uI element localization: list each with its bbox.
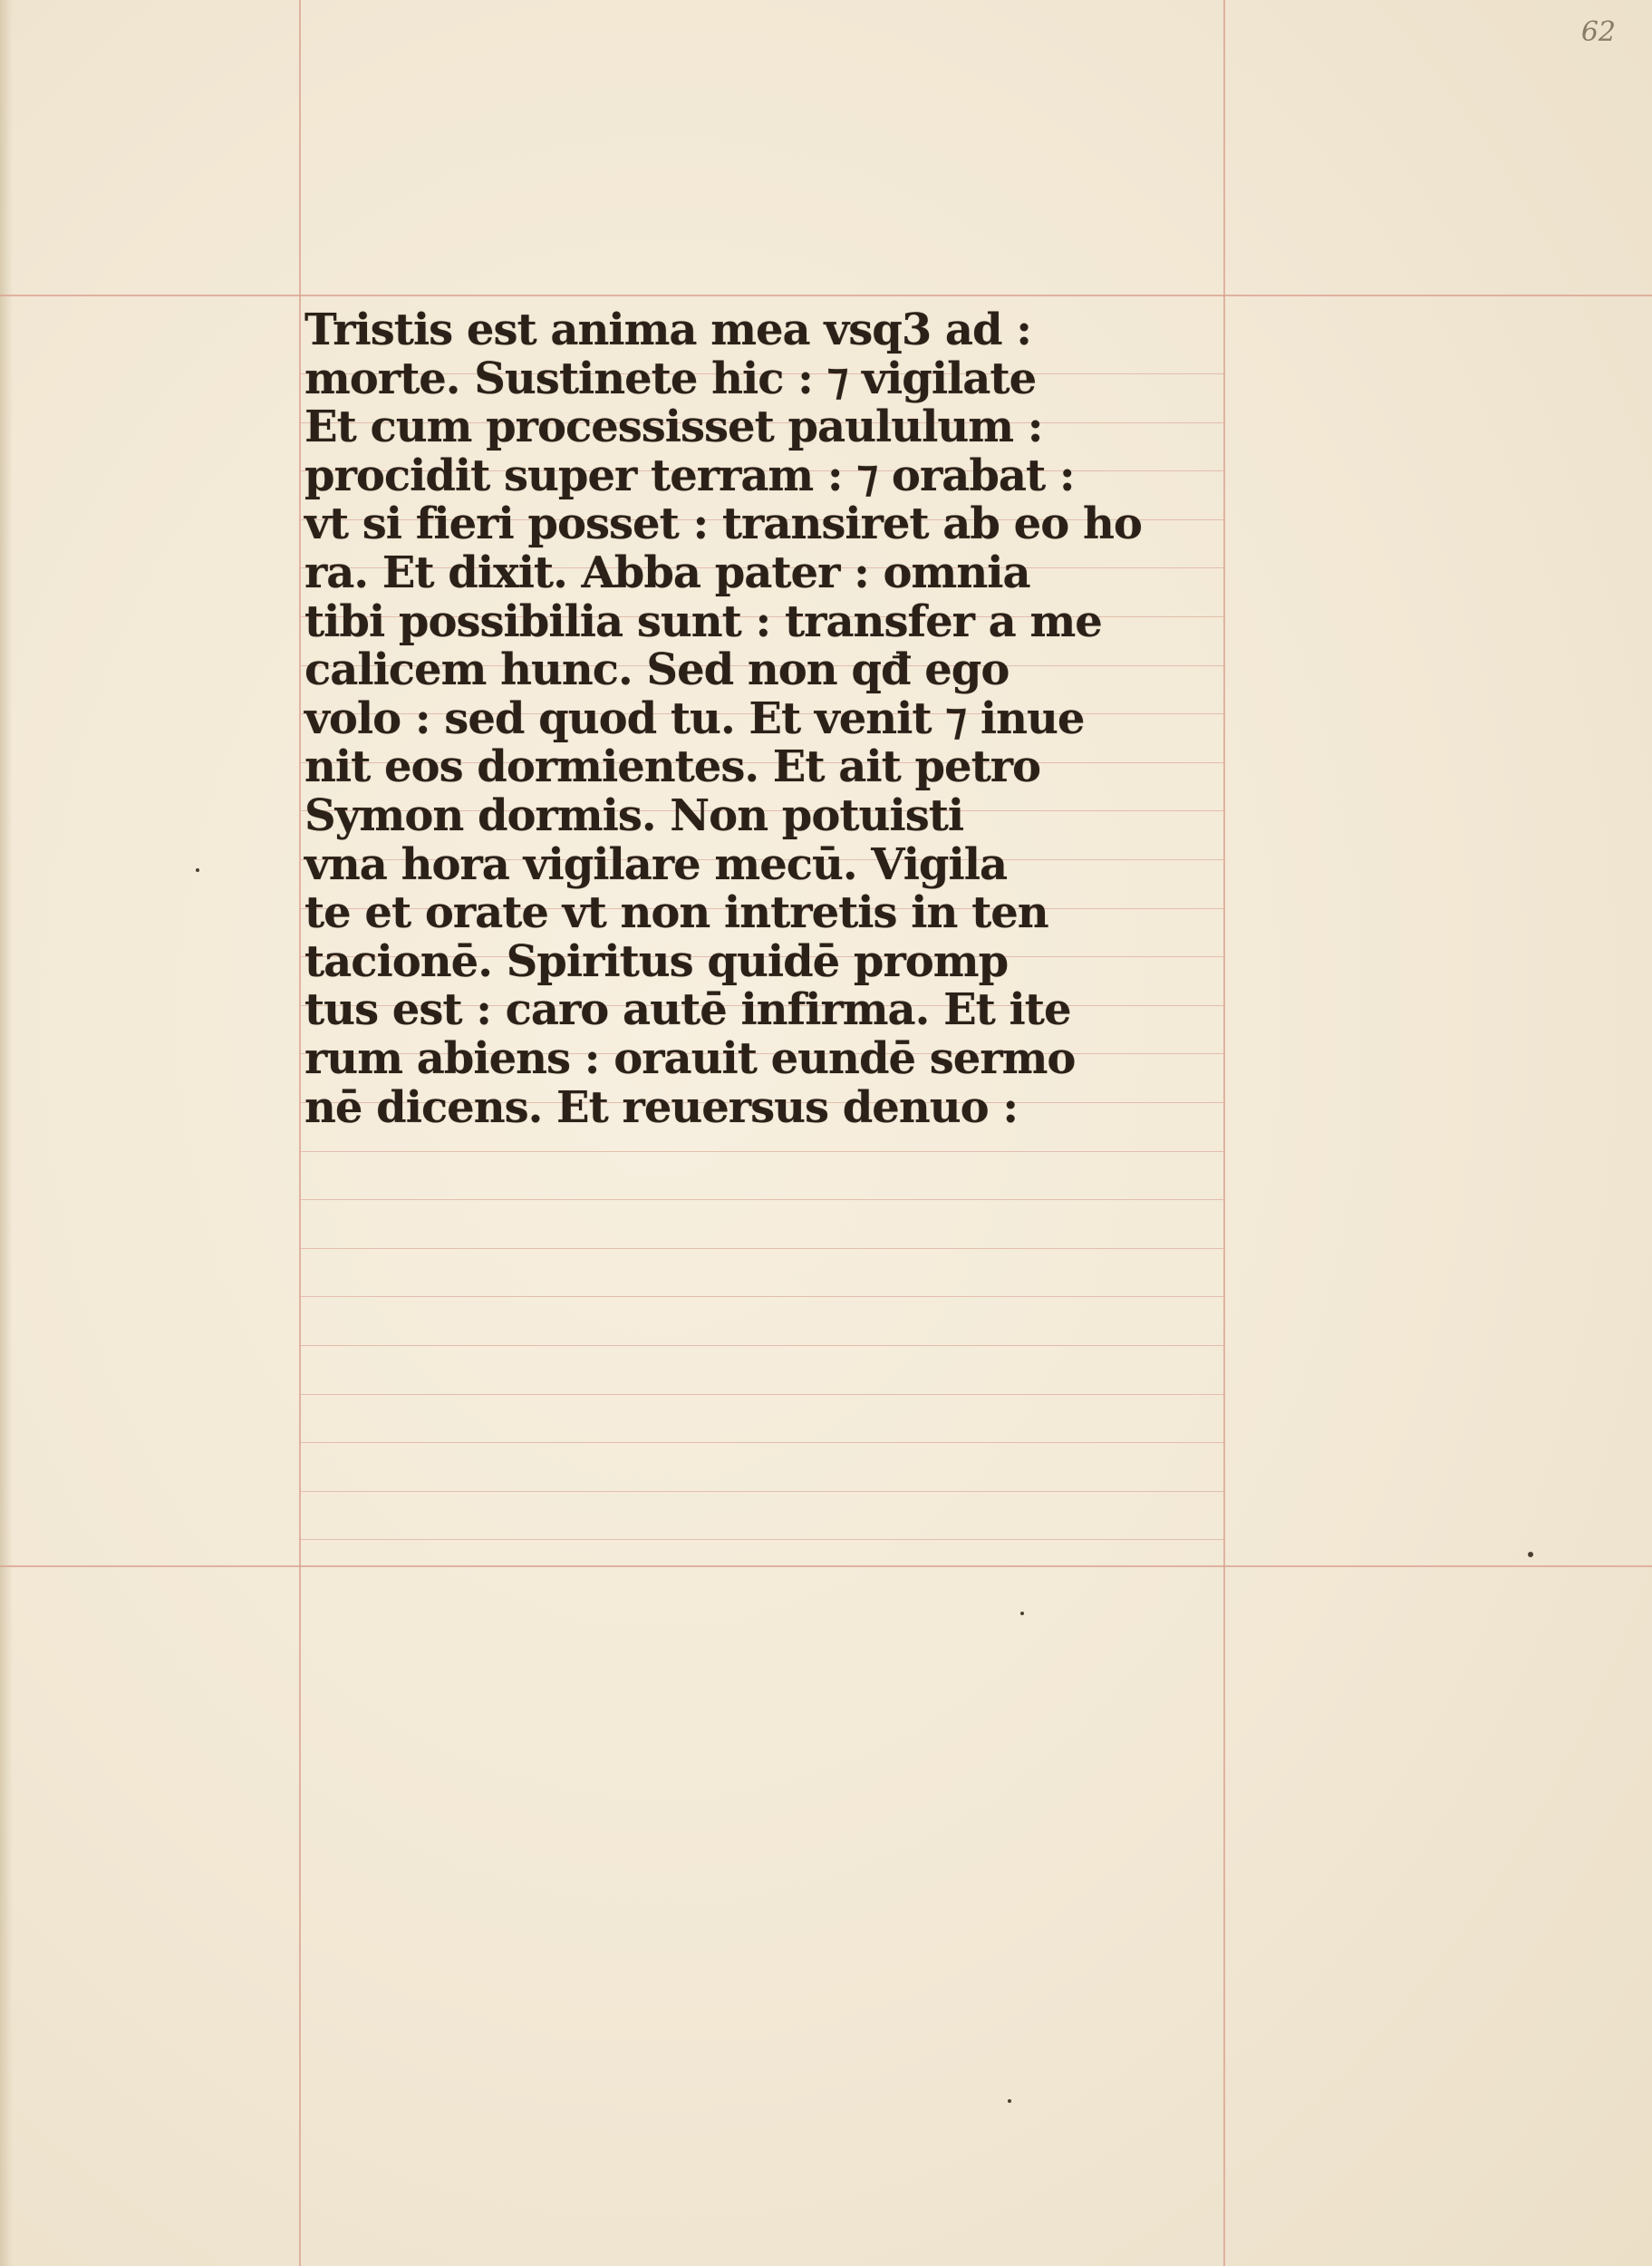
line-ruling	[299, 1394, 1223, 1395]
text-line-3: Et cum processisset paululum :	[304, 402, 1043, 453]
text-line-1: Tristis est anima mea vsq3 ad :	[304, 305, 1032, 355]
folio-number: 62	[1580, 16, 1616, 48]
line-ruling	[299, 1345, 1223, 1346]
text-line-6: ra. Et dixit. Abba pater : omnia	[304, 547, 1030, 598]
line-ruling	[299, 1248, 1223, 1249]
ink-speck	[196, 868, 199, 872]
text-line-13: te et orate vt non intretis in ten	[304, 887, 1048, 939]
text-line-17: nē dicens. Et reuersus denuo :	[304, 1081, 1019, 1133]
binding-gutter	[0, 0, 13, 2266]
text-line-11: Symon dormis. Non potuisti	[304, 789, 964, 841]
text-line-12: vna hora vigilare mecū. Vigila	[304, 838, 1008, 890]
text-line-4: procidit super terram : ⁊ orabat :	[304, 450, 1075, 501]
line-ruling	[299, 1296, 1223, 1297]
manuscript-text-block	[304, 306, 1283, 1132]
line-ruling	[299, 1539, 1223, 1540]
left-margin-rule	[299, 0, 301, 2266]
line-ruling	[299, 1491, 1223, 1492]
text-line-15: tus est : caro autē infirma. Et ite	[304, 984, 1071, 1036]
top-margin-rule	[0, 295, 1652, 296]
text-line-9: volo : sed quod tu. Et venit ⁊ inue	[304, 692, 1085, 744]
line-ruling	[299, 1151, 1223, 1152]
text-line-2: morte. Sustinete hic : ⁊ vigilate	[304, 353, 1037, 404]
text-line-14: tacionē. Spiritus quidē promp	[304, 935, 1009, 987]
line-ruling	[299, 1442, 1223, 1443]
text-line-5: vt si fieri posset : transiret ab eo ho	[304, 499, 1142, 550]
text-line-7: tibi possibilia sunt : transfer a me	[304, 596, 1102, 647]
text-line-8: calicem hunc. Sed non qđ ego	[304, 644, 1010, 696]
line-ruling	[299, 1199, 1223, 1200]
text-line-16: rum abiens : orauit eundē sermo	[304, 1032, 1076, 1084]
bottom-margin-rule	[0, 1565, 1652, 1567]
ink-speck	[1020, 1612, 1024, 1615]
ink-speck	[1528, 1552, 1533, 1557]
text-line-10: nit eos dormientes. Et ait petro	[304, 741, 1041, 793]
ink-speck	[1008, 2099, 1011, 2103]
